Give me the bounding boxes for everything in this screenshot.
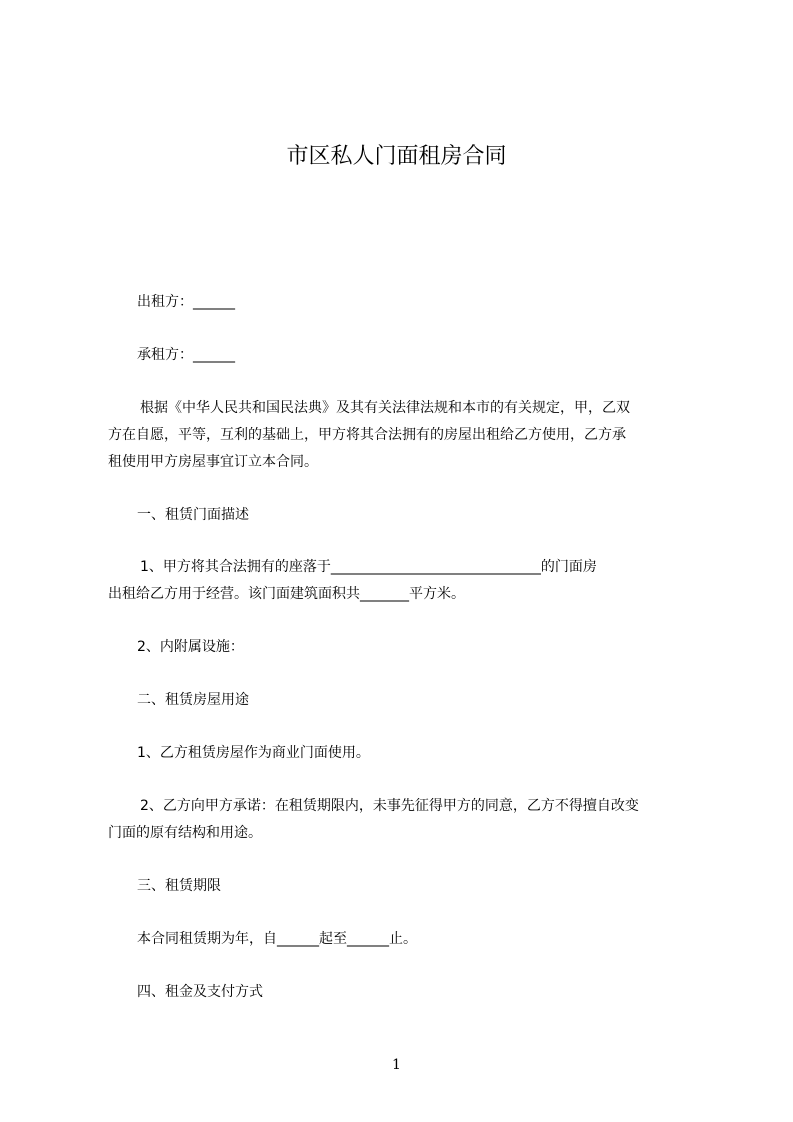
- intro-line-1: 根据《中华人民共和国民法典》及其有关法律法规和本市的有关规定，甲，乙双: [140, 400, 630, 416]
- section-1-item-1-line-2: 出租给乙方用于经营。该门面建筑面积共_______平方米。: [108, 586, 465, 602]
- section-1-item-1-line-1: 1、甲方将其合法拥有的座落于______________________________的门面房: [140, 559, 597, 575]
- lessor-line: 出租方：______: [137, 294, 235, 310]
- page-number: 1: [392, 1057, 401, 1073]
- section-1-item-2: 2、内附属设施：: [137, 639, 244, 655]
- lessee-line: 承租方：______: [137, 347, 235, 363]
- section-2-item-2-line-1: 2、乙方向甲方承诺：在租赁期限内，未事先征得甲方的同意，乙方不得擅自改变: [140, 798, 639, 814]
- section-1-heading: 一、租赁门面描述: [137, 507, 249, 523]
- section-2-item-1: 1、乙方租赁房屋作为商业门面使用。: [137, 745, 370, 761]
- section-2-item-2-line-2: 门面的原有结构和用途。: [108, 825, 262, 841]
- intro-line-3: 租使用甲方房屋事宜订立本合同。: [108, 454, 318, 470]
- section-3-body: 本合同租赁期为年，自______起至______止。: [137, 931, 417, 947]
- section-4-heading: 四、租金及支付方式: [137, 984, 263, 1000]
- document-title: 市区私人门面租房合同: [286, 144, 507, 169]
- intro-line-2: 方在自愿，平等，互利的基础上，甲方将其合法拥有的房屋出租给乙方使用，乙方承: [108, 427, 626, 443]
- section-2-heading: 二、租赁房屋用途: [137, 692, 249, 708]
- section-3-heading: 三、租赁期限: [137, 878, 221, 894]
